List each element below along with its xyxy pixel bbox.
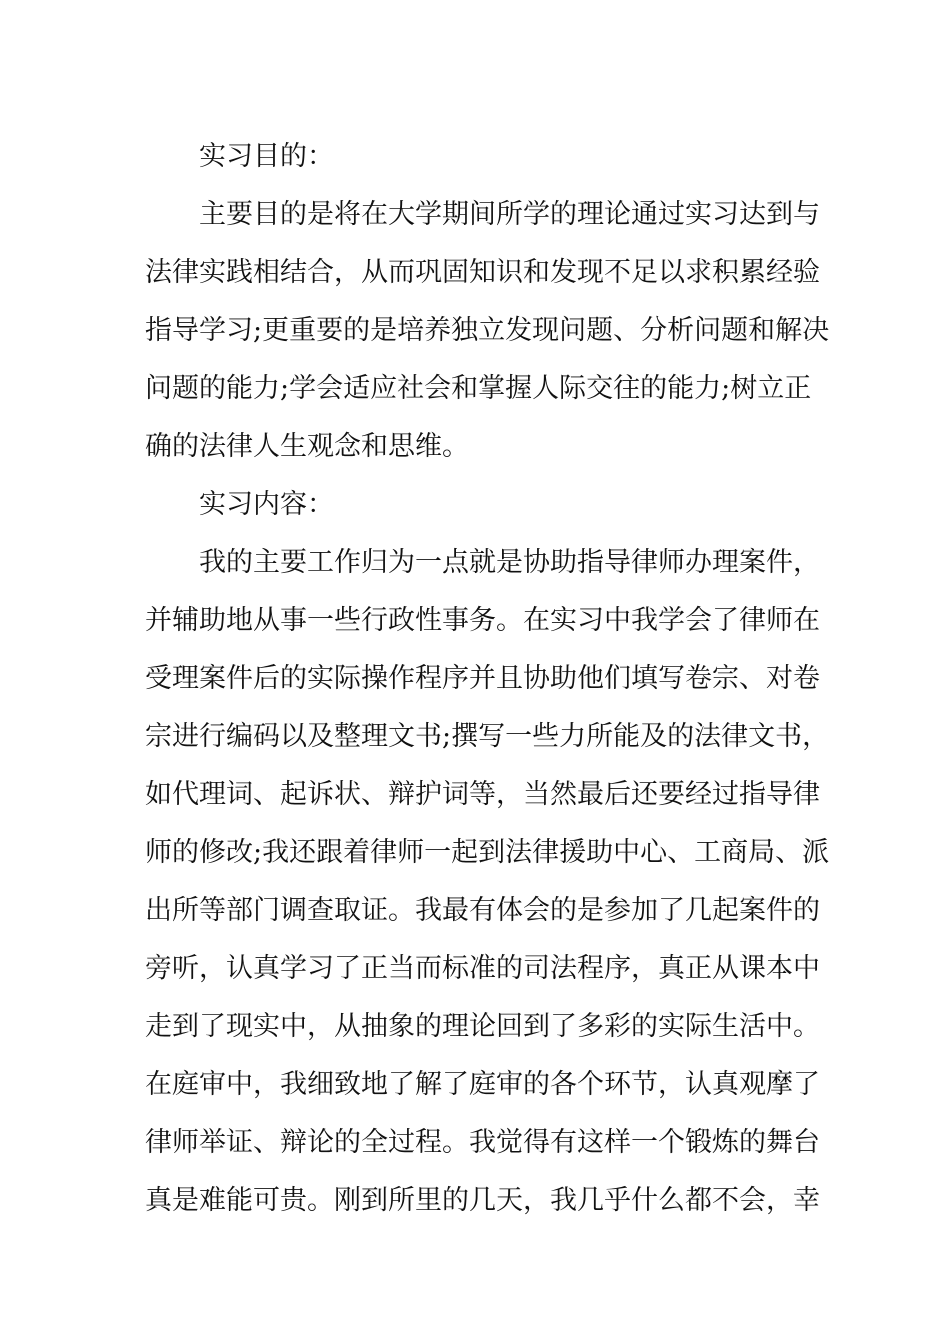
- paragraph-line: 在庭审中，我细致地了解了庭审的各个环节，认真观摩了: [145, 1069, 820, 1100]
- paragraph-line: 出所等部门调查取证。我最有体会的是参加了几起案件的: [145, 895, 820, 926]
- paragraph-line: 受理案件后的实际操作程序并且协助他们填写卷宗、对卷: [145, 663, 820, 694]
- document-body: [145, 128, 830, 1230]
- section-heading-purpose: 实习目的：: [199, 141, 334, 172]
- paragraph-content: [145, 534, 830, 1230]
- paragraph-purpose: [145, 186, 830, 476]
- paragraph-line: 指导学习;更重要的是培养独立发现问题、分析问题和解决: [145, 315, 830, 346]
- paragraph-line: 我的主要工作归为一点就是协助指导律师办理案件，: [199, 547, 820, 578]
- paragraph-line: 律师举证、辩论的全过程。我觉得有这样一个锻炼的舞台: [145, 1127, 820, 1158]
- paragraph-line: 师的修改;我还跟着律师一起到法律援助中心、工商局、派: [145, 837, 830, 868]
- section-heading-content: 实习内容：: [199, 489, 334, 520]
- paragraph-line: 确的法律人生观念和思维。: [145, 431, 469, 462]
- paragraph-line: 法律实践相结合，从而巩固知识和发现不足以求积累经验: [145, 257, 820, 288]
- paragraph-line: 走到了现实中，从抽象的理论回到了多彩的实际生活中。: [145, 1011, 820, 1042]
- paragraph-line: 宗进行编码以及整理文书;撰写一些力所能及的法律文书，: [145, 721, 830, 752]
- paragraph-line: 并辅助地从事一些行政性事务。在实习中我学会了律师在: [145, 605, 820, 636]
- paragraph-line: 旁听，认真学习了正当而标准的司法程序，真正从课本中: [145, 953, 820, 984]
- paragraph-line: 如代理词、起诉状、辩护词等，当然最后还要经过指导律: [145, 779, 820, 810]
- paragraph-line: 问题的能力;学会适应社会和掌握人际交往的能力;树立正: [145, 373, 812, 404]
- paragraph-line: 主要目的是将在大学期间所学的理论通过实习达到与: [199, 199, 820, 230]
- paragraph-line: 真是难能可贵。刚到所里的几天，我几乎什么都不会，幸: [145, 1185, 820, 1216]
